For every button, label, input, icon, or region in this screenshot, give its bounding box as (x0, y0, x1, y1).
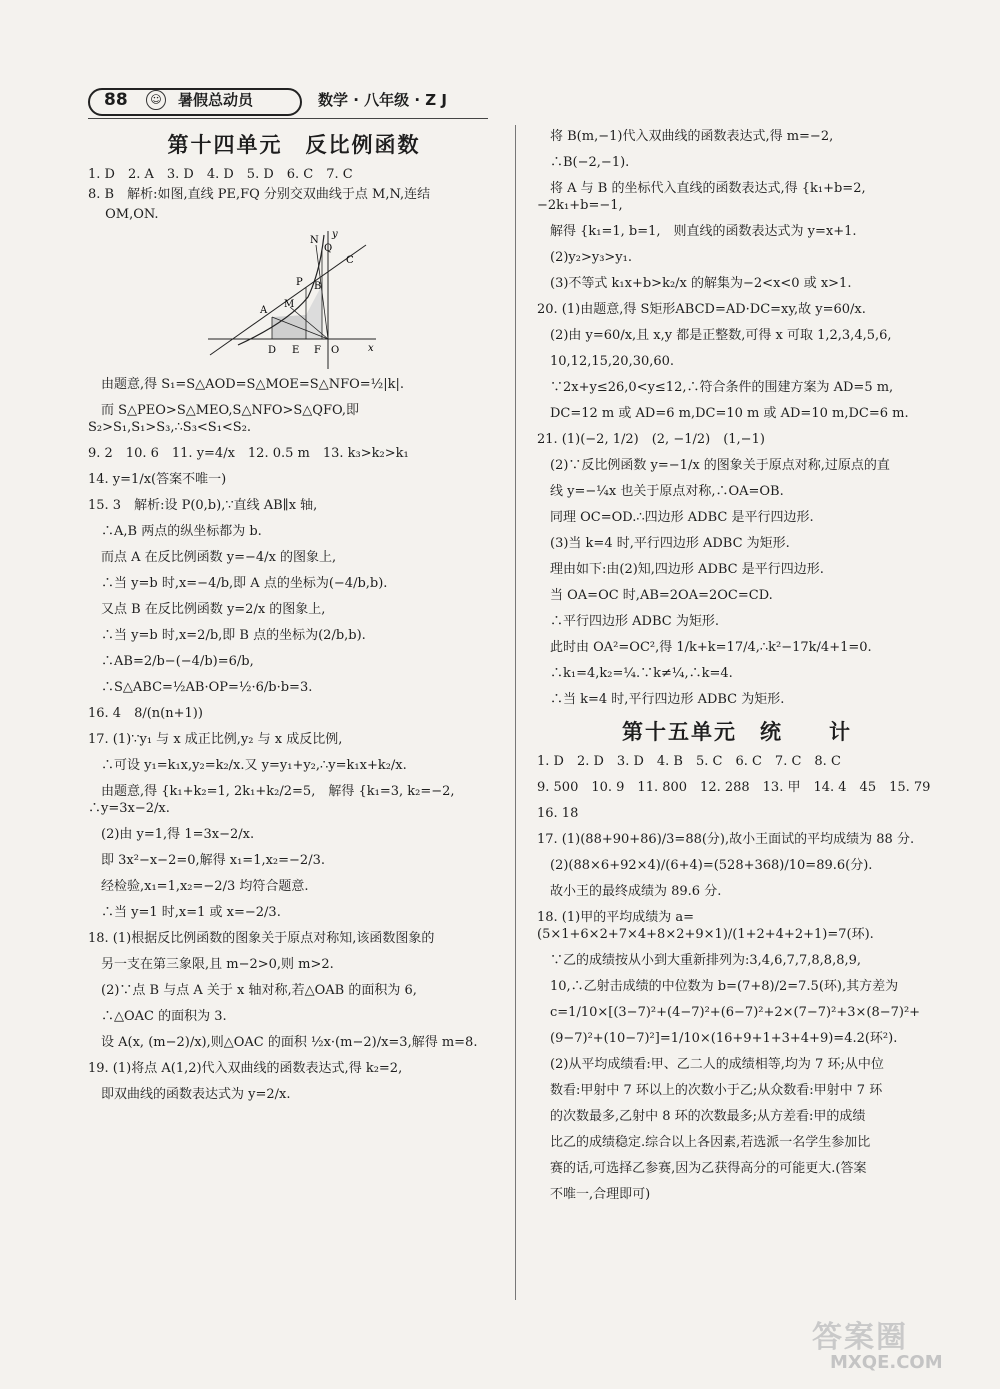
answer-line: 线 y=−¼x 也关于原点对称,∴OA=OB. (537, 484, 784, 499)
answer-line: 由题意,得 {k₁+k₂=1, 2k₁+k₂/2=5, 解得 {k₁=3, k₂=−2, ∴y=3x−2/x. (88, 784, 468, 816)
book-series: 暑假总动员 (178, 91, 254, 109)
answer-line: 17. (1)∵y₁ 与 x 成正比例,y₂ 与 x 成反比例, (88, 732, 343, 747)
label-o: O (331, 345, 340, 356)
unit14-answers-a (88, 166, 500, 223)
watermark-url: MXQE.COM (830, 1352, 943, 1373)
answer-line: ∴AB=2/b−(−4/b)=6/b, (88, 654, 254, 669)
answer-line: 解得 {k₁=1, b=1, 则直线的函数表达式为 y=x+1. (537, 224, 857, 239)
answer-line: ∴A,B 两点的纵坐标都为 b. (88, 524, 262, 539)
answer-line: 理由如下:由(2)知,四边形 ADBC 是平行四边形. (537, 562, 824, 577)
answer-line: 20. (1)由题意,得 S矩形ABCD=AD·DC=xy,故 y=60/x. (537, 302, 866, 317)
answer-line: ∴S△ABC=½AB·OP=½·6/b·b=3. (88, 680, 313, 695)
subject-label: 数学 · 八年级 · Z J (318, 91, 447, 109)
answer-line: 21. (1)(−2, 1/2) (2, −1/2) (1,−1) (537, 432, 765, 447)
answer-line: 设 A(x, (m−2)/x),则△OAC 的面积 ½x·(m−2)/x=3,解得 m=8. (88, 1035, 478, 1050)
answer-line: 此时由 OA²=OC²,得 1/k+k=17/4,∴k²−17k/4+1=0. (537, 640, 872, 655)
answer-line: 当 OA=OC 时,AB=2OA=2OC=CD. (537, 588, 773, 603)
answer-line: ∴△OAC 的面积为 3. (88, 1009, 227, 1024)
answer-line: 17. (1)(88+90+86)/3=88(分),故小王面试的平均成绩为 88 分. (537, 832, 915, 847)
answer-line: 将 B(m,−1)代入双曲线的函数表达式,得 m=−2, (537, 129, 834, 144)
answer-line: ∴当 y=b 时,x=2/b,即 B 点的坐标为(2/b,b). (88, 628, 366, 643)
page-number: 88 (104, 90, 128, 110)
label-e: E (292, 345, 300, 356)
answer-line: ∴k₁=4,k₂=¼.∵k≠¼,∴k=4. (537, 666, 733, 681)
answer-line: OM,ON. (88, 207, 159, 222)
answer-line: 8. B 解析:如图,直线 PE,FQ 分别交双曲线于点 M,N,连结 (88, 187, 431, 202)
label-q: Q (324, 243, 333, 254)
answer-line: 1. D 2. A 3. D 4. D 5. D 6. C 7. C (88, 167, 353, 182)
answer-line: 同理 OC=OD.∴四边形 ADBC 是平行四边形. (537, 510, 814, 525)
answer-line: 18. (1)甲的平均成绩为 a=(5×1+6×2+7×4+8×2+9×1)/(1+2+4+2+1)=7(环). (537, 910, 874, 942)
answer-line: 18. (1)根据反比例函数的图象关于原点对称知,该函数图象的 (88, 931, 435, 946)
answer-line: ∵2x+y≤26,0<y≤12,∴符合条件的围建方案为 AD=5 m, (537, 380, 894, 395)
answer-line: 不唯一,合理即可) (537, 1187, 651, 1202)
answer-line: 9. 500 10. 9 11. 800 12. 288 13. 甲 14. 4 45 15. 79 (537, 780, 931, 795)
answer-line: (2)∵点 B 与点 A 关于 x 轴对称,若△OAB 的面积为 6, (88, 983, 417, 998)
answer-line: 14. y=1/x(答案不唯一) (88, 472, 227, 487)
answer-line: 16. 4 8/(n(n+1)) (88, 706, 203, 721)
answer-line: 由题意,得 S₁=S△AOD=S△MOE=S△NFO=½|k|. (88, 377, 405, 392)
answer-line: 19. (1)将点 A(1,2)代入双曲线的函数表达式,得 k₂=2, (88, 1061, 403, 1076)
mascot-icon: ☺ (146, 90, 166, 110)
answer-line: (2)y₂>y₃>y₁. (537, 250, 632, 265)
answer-line: 故小王的最终成绩为 89.6 分. (537, 884, 722, 899)
unit15-title: 第十五单元 统 计 (622, 720, 852, 744)
unit14-title: 第十四单元 反比例函数 (167, 133, 421, 157)
answer-line: 数看:甲射中 7 环以上的次数小于乙;从众数看:甲射中 7 环 (537, 1083, 883, 1098)
answer-line: (2)(88×6+92×4)/(6+4)=(528+368)/10=89.6(分). (537, 858, 873, 873)
answer-line: 15. 3 解析:设 P(0,b),∵直线 AB∥x 轴, (88, 498, 318, 513)
answer-line: 经检验,x₁=1,x₂=−2/3 均符合题意. (88, 879, 309, 894)
answer-line: 而 S△PEO>S△MEO,S△NFO>S△QFO,即 S₂>S₁,S₁>S₃,∴S₃<S₁<S₂. (88, 403, 364, 435)
label-d: D (268, 345, 277, 356)
answer-line: 16. 18 (537, 806, 579, 821)
answer-line: 的次数最多,乙射中 8 环的次数最多;从方差看:甲的成绩 (537, 1109, 866, 1124)
answer-line: (2)由 y=60/x,且 x,y 都是正整数,可得 x 可取 1,2,3,4,5,6, (537, 328, 892, 343)
answer-line: 10,12,15,20,30,60. (537, 354, 675, 369)
header-rule (88, 118, 488, 119)
answer-line: (2)从平均成绩看:甲、乙二人的成绩相等,均为 7 环;从中位 (537, 1057, 884, 1072)
answer-line: 9. 2 10. 6 11. y=4/x 12. 0.5 m 13. k₃>k₂>k₁ (88, 446, 409, 461)
label-p: P (296, 277, 303, 288)
answer-line: ∴当 y=b 时,x=−4/b,即 A 点的坐标为(−4/b,b). (88, 576, 388, 591)
unit14-answers-b (88, 376, 500, 1103)
label-x-axis: x (368, 343, 374, 354)
answer-line: 比乙的成绩稳定.综合以上各因素,若选派一名学生参加比 (537, 1135, 871, 1150)
label-n: N (310, 235, 319, 246)
answer-line: 赛的话,可选择乙参赛,因为乙获得高分的可能更大.(答案 (537, 1161, 867, 1176)
answer-line: ∴当 k=4 时,平行四边形 ADBC 为矩形. (537, 692, 785, 707)
answer-line: 即 3x²−x−2=0,解得 x₁=1,x₂=−2/3. (88, 853, 325, 868)
answer-line: (2)由 y=1,得 1=3x−2/x. (88, 827, 255, 842)
right-column (537, 128, 937, 1212)
label-f: F (314, 345, 321, 356)
answer-line: 10,∴乙射击成绩的中位数为 b=(7+8)/2=7.5(环),其方差为 (537, 979, 899, 994)
answer-line: c=1/10×[(3−7)²+(4−7)²+(6−7)²+2×(7−7)²+3×(8−7)²+ (537, 1005, 921, 1020)
answer-line: (2)∵反比例函数 y=−1/x 的图象关于原点对称,过原点的直 (537, 458, 890, 473)
answer-line: ∴当 y=1 时,x=1 或 x=−2/3. (88, 905, 281, 920)
label-y-axis: y (332, 229, 338, 240)
answer-line: 又点 B 在反比例函数 y=2/x 的图象上, (88, 602, 326, 617)
answer-line: 而点 A 在反比例函数 y=−4/x 的图象上, (88, 550, 337, 565)
unit15-answers (537, 753, 937, 1203)
answer-line: 即双曲线的函数表达式为 y=2/x. (88, 1087, 291, 1102)
answer-line: 1. D 2. D 3. D 4. B 5. C 6. C 7. C 8. C (537, 754, 841, 769)
answer-line: 另一支在第三象限,且 m−2>0,则 m>2. (88, 957, 334, 972)
label-c: C (346, 255, 354, 266)
unit14-answers-continued (537, 128, 937, 708)
answer-line: (3)当 k=4 时,平行四边形 ADBC 为矩形. (537, 536, 790, 551)
answer-line: (3)不等式 k₁x+b>k₂/x 的解集为−2<x<0 或 x>1. (537, 276, 852, 291)
answer-line: ∵乙的成绩按从小到大重新排列为:3,4,6,7,7,8,8,8,9, (537, 953, 862, 968)
label-a: A (260, 305, 268, 316)
label-m: M (284, 299, 295, 310)
column-divider (515, 125, 516, 1300)
answer-line: ∴可设 y₁=k₁x,y₂=k₂/x.又 y=y₁+y₂,∴y=k₁x+k₂/x. (88, 758, 407, 773)
answer-line: (9−7)²+(10−7)²]=1/10×(16+9+1+3+4+9)=4.2(环²). (537, 1031, 898, 1046)
answer-line: ∴B(−2,−1). (537, 155, 630, 170)
left-column (88, 128, 500, 1112)
answer-line: DC=12 m 或 AD=6 m,DC=10 m 或 AD=10 m,DC=6 m. (537, 406, 909, 421)
watermark-logo: 答案圈 (812, 1320, 908, 1355)
label-b: B (314, 281, 322, 292)
answer-line: ∴平行四边形 ADBC 为矩形. (537, 614, 719, 629)
hyperbola-figure (198, 227, 378, 372)
answer-line: 将 A 与 B 的坐标代入直线的函数表达式,得 {k₁+b=2, −2k₁+b=−1, (537, 181, 870, 213)
